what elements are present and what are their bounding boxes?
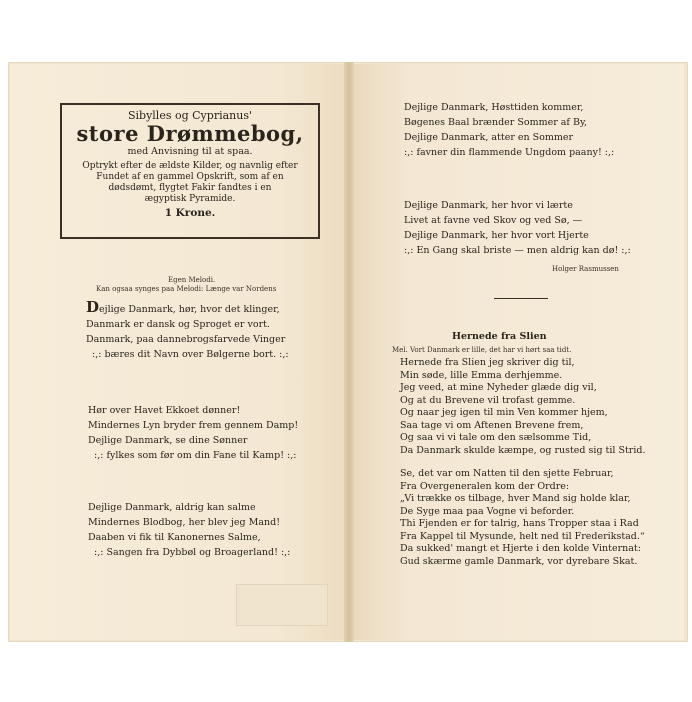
verse-line: :,: fylkes som før om din Fane til Kamp! :,:: [94, 450, 297, 461]
verse-line: :,: En Gang skal briste — men aldrig kan dø! :,:: [404, 245, 631, 256]
verse-line: Dejlige Danmark, atter en Sommer: [404, 132, 574, 143]
ad-subtitle: med Anvisning til at spaa.: [127, 146, 253, 157]
ad-price: 1 Krone.: [164, 207, 216, 219]
verse-line: Danmark, paa dannebrogsfarvede Vinger: [86, 334, 286, 345]
verse-line: Livet at favne ved Skov og ved Sø, —: [404, 215, 583, 226]
song1-melody: Egen Melodi.: [168, 276, 216, 284]
verse-line: Og saa vi vi tale om den sælsomme Tid,: [400, 432, 592, 443]
song1-author: Holger Rasmussen: [552, 265, 619, 273]
ad-desc-line: dødsdømt, flygtet Fakir fandtes i en: [108, 183, 272, 193]
verse-line: Da sukked' mangt et Hjerte i den kolde Vinternat:: [400, 543, 641, 554]
song2-title: Hernede fra Slien: [452, 331, 547, 342]
ad-authors: Sibylles og Cyprianus': [127, 109, 252, 122]
verse-line: Og naar jeg igen til min Ven kommer hjem,: [400, 407, 608, 418]
song1-stanza-4: [404, 100, 614, 160]
verse-line: Fra Kappel til Mysunde, helt ned til Frederikstad.“: [400, 530, 645, 542]
verse-line: Mindernes Blodbog, her blev jeg Mand!: [88, 517, 281, 528]
verse-line: Hør over Havet Ekkoet dønner!: [88, 405, 241, 416]
verse-line: Hernede fra Slien jeg skriver dig til,: [400, 357, 575, 368]
verse-line: Min søde, lille Emma derhjemme.: [400, 369, 563, 381]
section-divider: [494, 298, 548, 299]
verse-line: [86, 300, 289, 317]
verse-line: Se, det var om Natten til den sjette Februar,: [400, 468, 614, 479]
verse-line: Og at du Brevene vil trofast gemme.: [400, 394, 576, 406]
verse-line: Dejlige Danmark, her hvor vort Hjerte: [404, 230, 589, 241]
verse-text: ejlige Danmark, hør, hvor det klinger,: [99, 304, 280, 315]
song1-stanza-5: [404, 198, 631, 258]
verse-line: Dejlige Danmark, her hvor vi lærte: [404, 200, 573, 211]
book-gutter: [344, 62, 354, 642]
verse-line: Daaben vi fik til Kanonernes Salme,: [88, 532, 261, 543]
verse-line: Thi Fjenden er for talrig, hans Tropper staa i Rad: [400, 518, 639, 529]
ad-title: store Drømmebog,: [76, 121, 304, 146]
dream-book-advertisement: [60, 103, 320, 239]
verse-line: :,: favner din flammende Ungdom paany! :,:: [404, 147, 615, 158]
song2-stanza-1: [400, 357, 645, 457]
ad-desc-line: ægyptisk Pyramide.: [144, 194, 236, 204]
song2-stanza-2: [400, 468, 645, 568]
song1-alt-melody: Kan ogsaa synges paa Melodi: Længe var Nordens: [96, 285, 277, 293]
verse-line: Dejlige Danmark, aldrig kan salme: [88, 502, 256, 513]
ad-description: [62, 161, 318, 205]
verse-line: De Syge maa paa Vogne vi beforder.: [400, 505, 575, 517]
drop-cap: D: [86, 298, 100, 316]
verse-line: Mindernes Lyn bryder frem gennem Damp!: [88, 420, 299, 431]
ad-desc-line: Optrykt efter de ældste Kilder, og navnlig efter: [82, 161, 298, 171]
verse-line: Bøgenes Baal brænder Sommer af By,: [404, 117, 588, 128]
verse-line: Saa tage vi om Aftenen Brevene frem,: [400, 419, 584, 431]
song2-melody: Mel. Vort Danmark er lille, det har vi hørt saa tidt.: [392, 346, 572, 354]
verse-line: :,: Sangen fra Dybbøl og Broagerland! :,:: [94, 547, 291, 558]
verse-line: Da Danmark skulde kæmpe, og rusted sig til Strid.: [400, 444, 646, 456]
verse-line: :,: bæres dit Navn over Bølgerne bort. :,:: [92, 349, 289, 360]
verse-line: Gud skærme gamle Danmark, vor dyrebare Skat.: [400, 555, 638, 567]
verse-line: „Vi trække os tilbage, hver Mand sig holde klar,: [400, 493, 631, 504]
verse-line: Dejlige Danmark, Høsttiden kommer,: [404, 102, 584, 113]
song1-stanza-3: [88, 500, 290, 560]
verse-line: Jeg veed, at mine Nyheder glæde dig vil,: [400, 382, 597, 393]
verse-line: Danmark er dansk og Sproget er vort.: [86, 319, 270, 330]
ad-desc-line: Fundet af en gammel Opskrift, som af en: [96, 172, 284, 182]
verse-line: Fra Overgeneralen kom der Ordre:: [400, 480, 570, 492]
verse-line: Dejlige Danmark, se dine Sønner: [88, 435, 248, 446]
song1-stanza-2: [88, 403, 298, 463]
song1-stanza-1: [86, 300, 289, 362]
library-stamp: [236, 584, 328, 626]
